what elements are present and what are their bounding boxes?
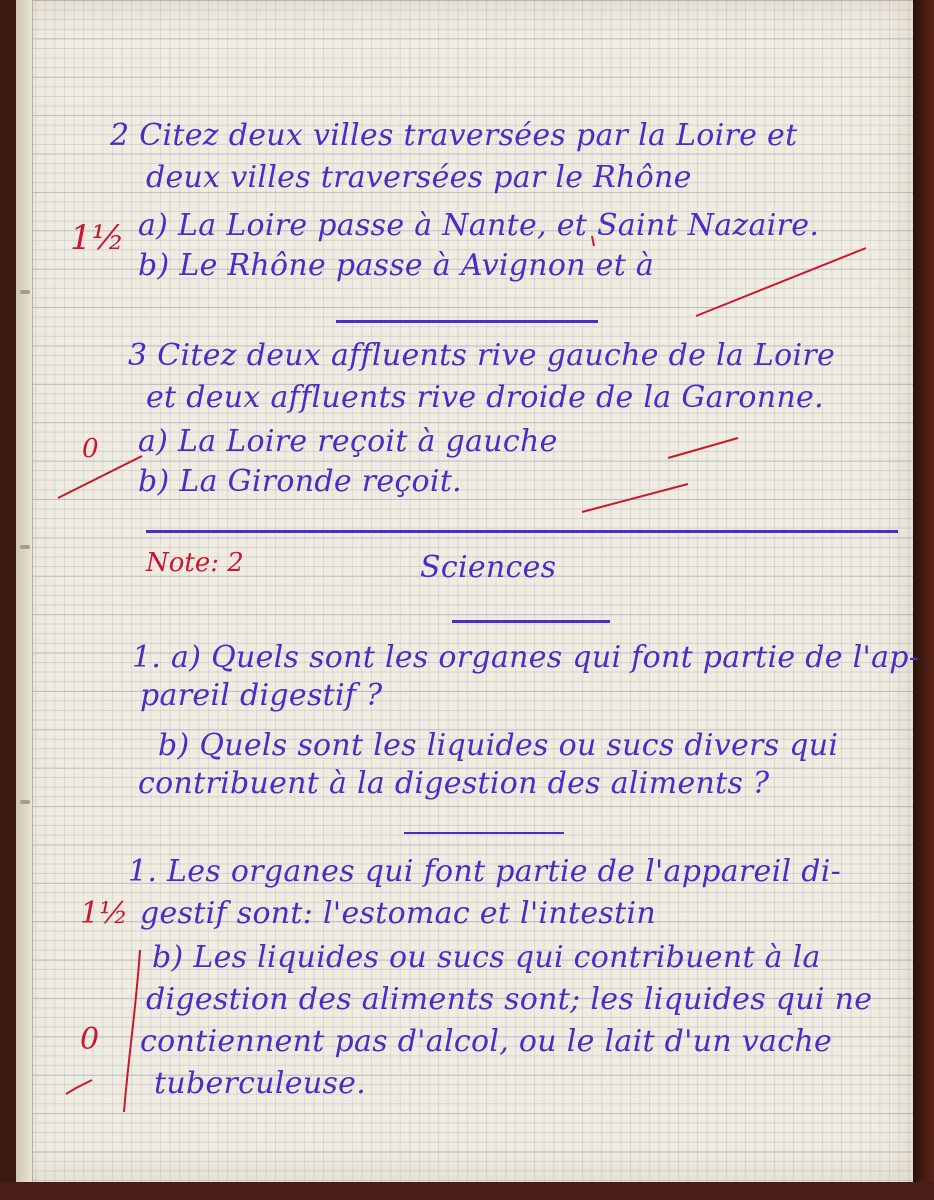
checkmark-icon bbox=[66, 1080, 92, 1094]
q3-line-1: 3 Citez deux affluents rive gauche de la Loire bbox=[128, 338, 836, 373]
correction-dash bbox=[668, 438, 738, 458]
q3-answer-b: b) La Gironde reçoit. bbox=[138, 464, 463, 499]
q3-line-2: et deux affluents rive droide de la Garonne. bbox=[146, 380, 824, 415]
sci-answer-line-3: b) Les liquides ou sucs qui contribuent à la bbox=[152, 940, 821, 975]
note-grade: Note: 2 bbox=[146, 548, 244, 578]
correction-dash bbox=[582, 484, 688, 512]
q2-grade: 1½ bbox=[70, 218, 125, 258]
sci-answer-line-1: 1. Les organes qui font partie de l'appareil di- bbox=[128, 854, 842, 889]
sci-answer-line-4: digestion des aliments sont; les liquides qui ne bbox=[146, 982, 873, 1017]
sci-q1-line-2: pareil digestif ? bbox=[140, 678, 383, 713]
sci-answer-line-2: gestif sont: l'estomac et l'intestin bbox=[140, 896, 656, 931]
q2-answer-b: b) Le Rhône passe à Avignon et à bbox=[138, 248, 655, 283]
sciences-title: Sciences bbox=[420, 550, 557, 585]
correction-tick bbox=[592, 236, 594, 246]
sci-grade-a: 1½ bbox=[80, 896, 129, 931]
notebook-page bbox=[16, 0, 920, 1182]
correction-margin-line bbox=[124, 950, 140, 1112]
sci-grade-b: 0 bbox=[80, 1022, 100, 1057]
correction-slash bbox=[696, 248, 866, 316]
sci-answer-line-5: contiennent pas d'alcol, ou le lait d'un vache bbox=[140, 1024, 832, 1059]
sci-q1-line-3: b) Quels sont les liquides ou sucs divers qui bbox=[158, 728, 839, 763]
q3-answer-a: a) La Loire reçoit à gauche bbox=[138, 424, 558, 459]
desk-background bbox=[913, 0, 934, 1200]
q2-line-2: deux villes traversées par le Rhône bbox=[146, 160, 692, 195]
q2-answer-a: a) La Loire passe à Nante, et Saint Nazaire. bbox=[138, 208, 820, 243]
q3-grade: 0 bbox=[82, 434, 99, 464]
correction-strokes bbox=[16, 0, 913, 1182]
sci-q1-line-4: contribuent à la digestion des aliments ? bbox=[138, 766, 770, 801]
sci-answer-line-6: tuberculeuse. bbox=[154, 1066, 367, 1101]
sci-q1-line-1: 1. a) Quels sont les organes qui font partie de l'ap- bbox=[132, 640, 920, 675]
correction-slash bbox=[58, 456, 142, 498]
desk-edge bbox=[0, 1182, 934, 1200]
q2-line-1: 2 Citez deux villes traversées par la Loire et bbox=[110, 118, 798, 153]
